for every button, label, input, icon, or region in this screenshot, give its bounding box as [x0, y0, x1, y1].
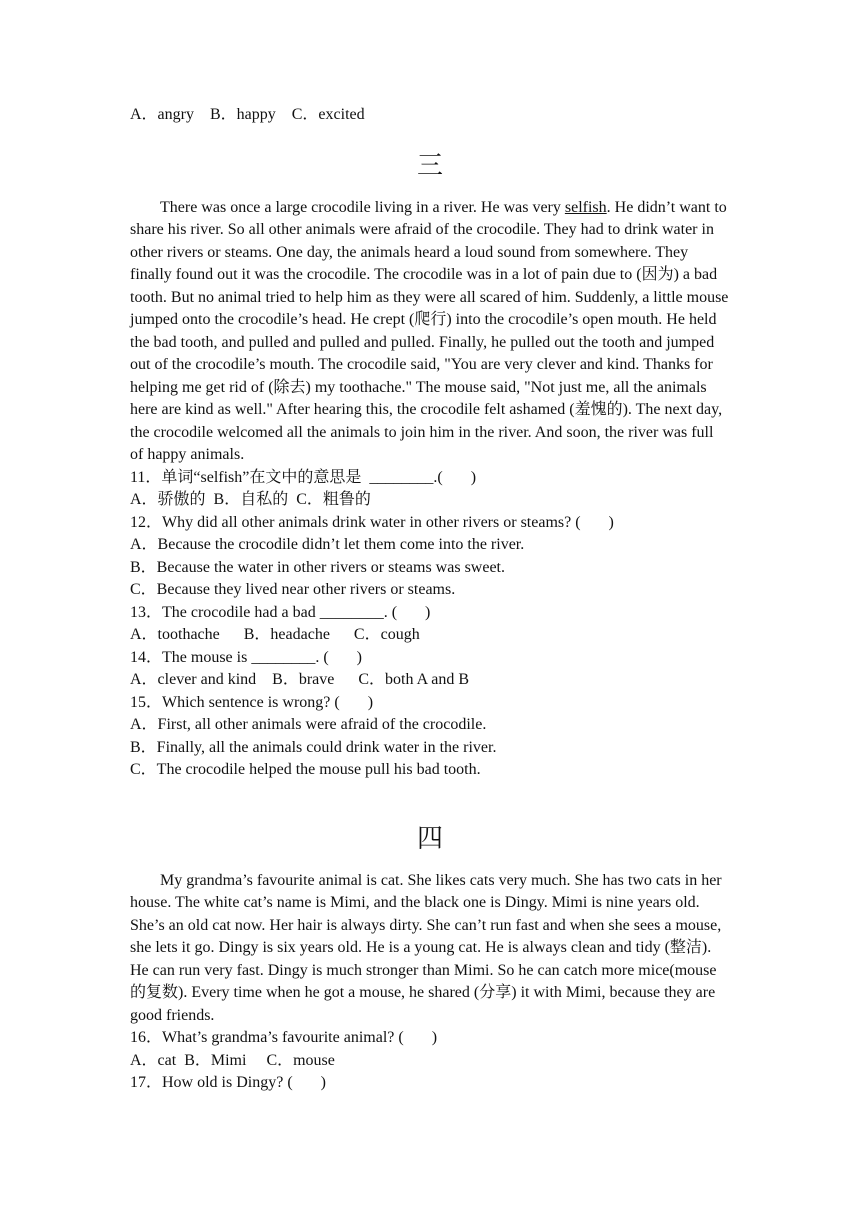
question-16: 16．What’s grandma’s favourite animal? ( ) [130, 1029, 438, 1046]
reading-passage-4: My grandma’s favourite animal is cat. She likes cats very much. She has two cats in her house. The white cat’s name is Mimi, and the black one is Dingy. Mimi is nine years old. She’s an old cat now. Her hair is always dirty. She can’t run fast and when she sees a mouse, she lets it go. Dingy is six years old. He is a young cat. He is always clean and tidy (整洁). He can run very fast. Dingy is much stronger than Mimi. So he can catch more mice(mouse 的复数). Every time when he got a mouse, he shared (分享) it with Mimi, because they are good friends. [130, 871, 722, 1024]
passage-text-after: . He didn’t want to share his river. So all other animals were afraid of the crocodile. They had to drink water in other rivers or steams. One day, the animals heard a loud sound from somewhere. They finally found out it was the crocodile. The crocodile was in a lot of pain due to (因为) a bad tooth. But no animal tried to help him as they were all scared of him. Suddenly, a little mouse jumped onto the crocodile’s head. He crept (爬行) into the crocodile’s open mouth. He held the bad tooth, and pulled and pulled and pulled. Finally, he pulled out the tooth and jumped out of the crocodile’s mouth. The crocodile said, "You are very clever and kind. Thanks for helping me get rid of (除去) my toothache." The mouse said, "Not just me, all the animals here are kind as well." After hearing this, the crocodile felt ashamed (羞愧的). The next day, the crocodile welcomed all the animals to join him in the river. And soon, the river was full of happy animals. [130, 198, 729, 463]
passage-text-before: There was once a large crocodile living in a river. He was very [160, 198, 565, 216]
question-11: 11．单词“selfish”在文中的意思是 ________.( ) [130, 468, 477, 486]
options-11: A．骄傲的 B．自私的 C．粗鲁的 [130, 491, 371, 508]
question-12: 12．Why did all other animals drink water in other rivers or steams? ( ) [130, 513, 614, 531]
option-12-a: A．Because the crocodile didn’t let them come into the river. [130, 536, 525, 553]
option-15-c: C．The crocodile helped the mouse pull his bad tooth. [130, 761, 481, 778]
answer-options-top: A．angry B．happy C．excited [130, 106, 365, 123]
options-16: A．cat B．Mimi C．mouse [130, 1051, 335, 1069]
worksheet-page [130, 104, 730, 1095]
question-list-4 [130, 1027, 730, 1095]
options-14: A．clever and kind B．brave C．both A and B [130, 671, 470, 688]
reading-passage-3 [130, 197, 730, 467]
section-heading-4: 四 [416, 823, 443, 854]
option-12-b: B．Because the water in other rivers or steams was sweet. [130, 558, 505, 576]
option-15-b: B．Finally, all the animals could drink water in the river. [130, 738, 497, 756]
section-heading-3: 三 [416, 150, 443, 181]
question-15: 15．Which sentence is wrong? ( ) [130, 693, 374, 711]
question-17: 17．How old is Dingy? ( ) [130, 1074, 326, 1091]
question-14: 14．The mouse is ________. ( ) [130, 648, 362, 666]
section-spacer [130, 782, 730, 800]
underlined-word: selfish [564, 198, 607, 216]
options-13: A．toothache B．headache C．cough [130, 626, 420, 643]
question-list-3 [130, 467, 730, 782]
option-12-c: C．Because they lived near other rivers or steams. [130, 581, 456, 598]
question-13: 13．The crocodile had a bad ________. ( ) [130, 603, 431, 621]
option-15-a: A．First, all other animals were afraid of the crocodile. [130, 716, 487, 733]
